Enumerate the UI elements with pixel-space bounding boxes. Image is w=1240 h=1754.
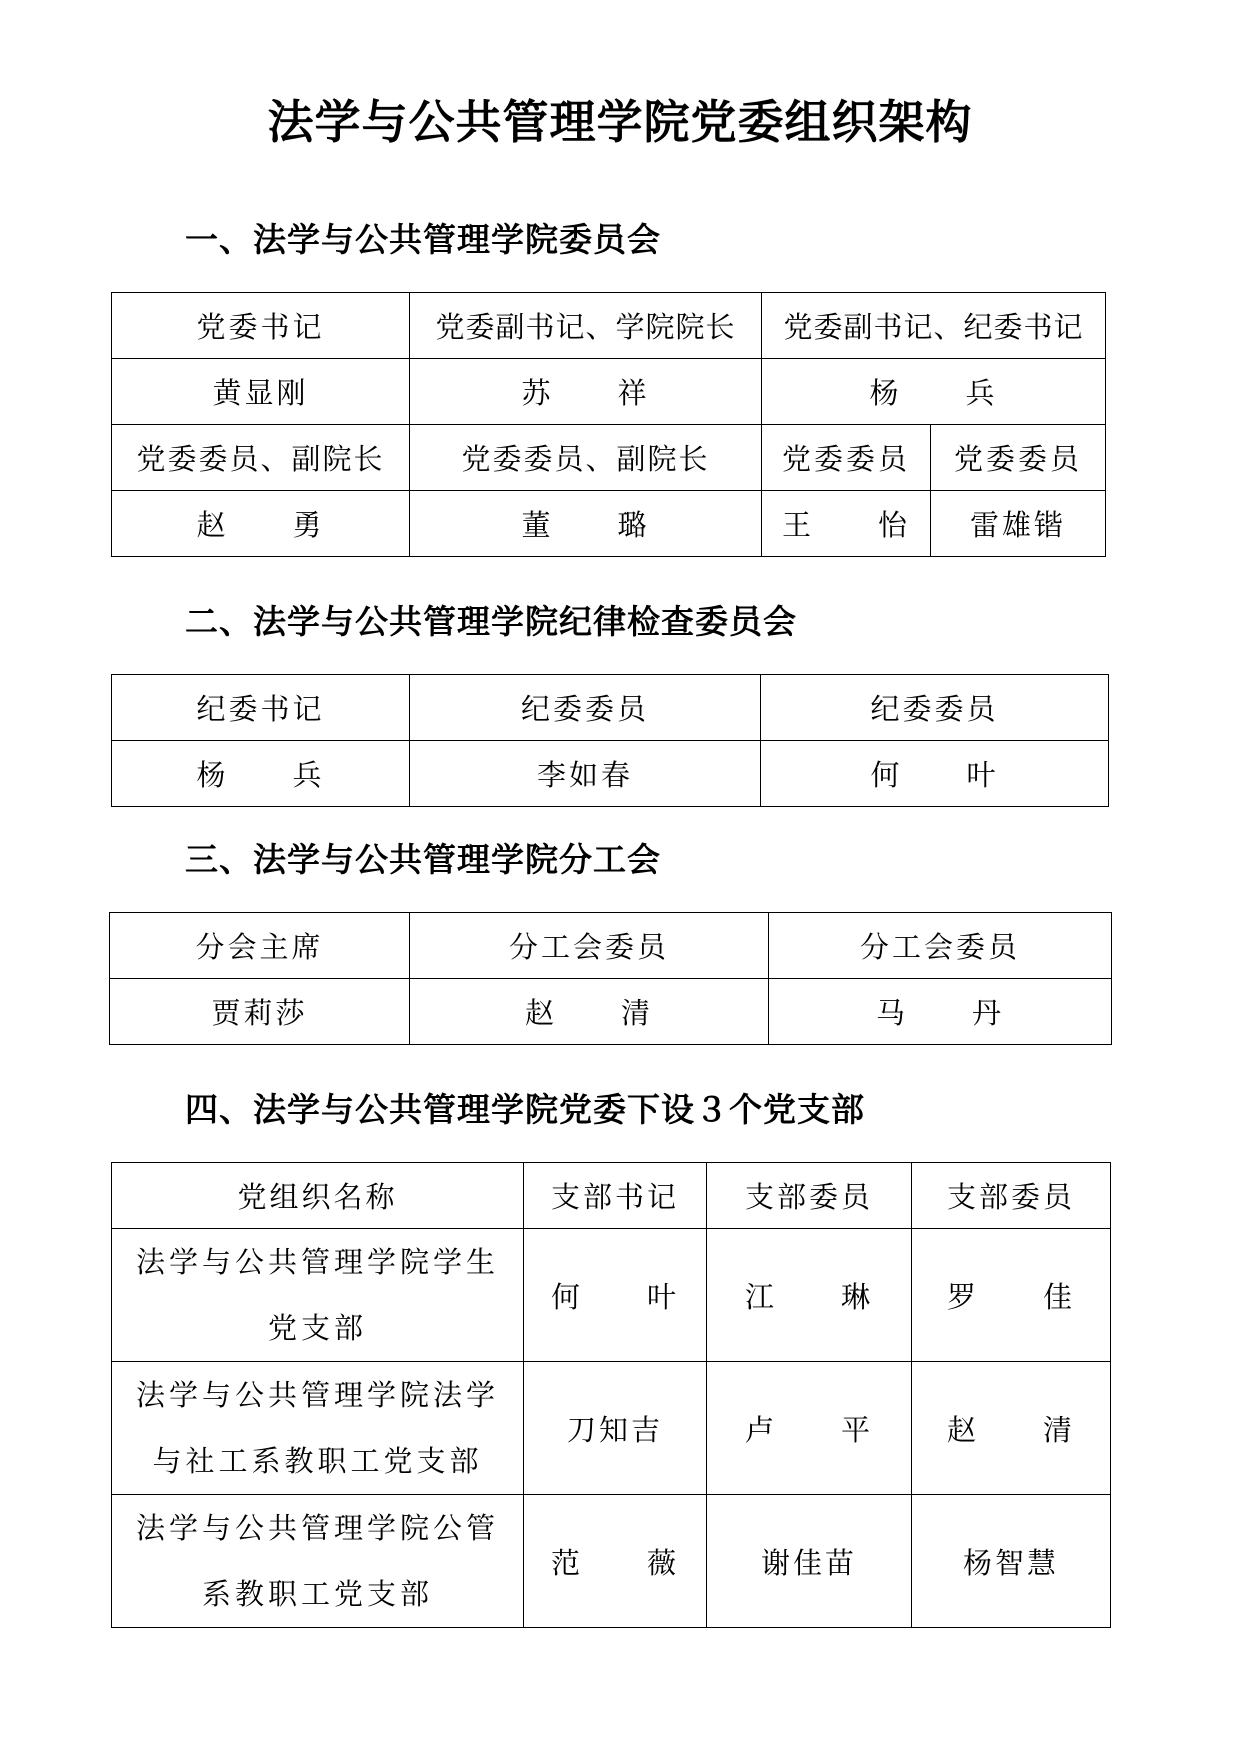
branch-member: 罗 佳 — [912, 1229, 1111, 1362]
table-row — [112, 1362, 1111, 1495]
branch-member: 杨智慧 — [912, 1495, 1111, 1628]
branch-secretary: 范 薇 — [524, 1495, 707, 1628]
table-cell: 苏 祥 — [410, 359, 762, 425]
table-cell: 赵 清 — [410, 979, 769, 1045]
table-row — [112, 359, 1106, 425]
table-cell: 杨 兵 — [112, 741, 410, 807]
table-row — [110, 913, 1112, 979]
section-heading-branches: 四、法学与公共管理学院党委下设３个党支部 — [185, 1090, 865, 1129]
table-cell: 王 怡 — [762, 491, 931, 557]
section-heading-committee: 一、法学与公共管理学院委员会 — [185, 220, 661, 259]
committee-table — [111, 292, 1106, 557]
branch-name: 法学与公共管理学院公管系教职工党支部 — [112, 1495, 524, 1628]
table-cell: 贾莉莎 — [110, 979, 410, 1045]
table-row — [112, 425, 1106, 491]
table-row — [112, 1229, 1111, 1362]
table-cell: 赵 勇 — [112, 491, 410, 557]
branch-member: 赵 清 — [912, 1362, 1111, 1495]
table-cell: 纪委委员 — [410, 675, 761, 741]
branch-name: 法学与公共管理学院学生党支部 — [112, 1229, 524, 1362]
table-row — [110, 979, 1112, 1045]
table-cell: 杨 兵 — [762, 359, 1106, 425]
table-cell: 分工会委员 — [410, 913, 769, 979]
table-cell: 纪委委员 — [761, 675, 1109, 741]
table-header-cell: 支部委员 — [707, 1163, 912, 1229]
table-header-cell: 支部委员 — [912, 1163, 1111, 1229]
branch-member: 谢佳苗 — [707, 1495, 912, 1628]
table-cell: 党委书记 — [112, 293, 410, 359]
table-cell: 党委委员 — [762, 425, 931, 491]
table-cell: 马 丹 — [769, 979, 1112, 1045]
branch-secretary: 刀知吉 — [524, 1362, 707, 1495]
table-row — [112, 675, 1109, 741]
branch-secretary: 何 叶 — [524, 1229, 707, 1362]
table-header-cell: 党组织名称 — [112, 1163, 524, 1229]
table-cell: 李如春 — [410, 741, 761, 807]
table-row — [112, 293, 1106, 359]
table-cell: 党委委员、副院长 — [112, 425, 410, 491]
table-cell: 何 叶 — [761, 741, 1109, 807]
table-cell: 董 璐 — [410, 491, 762, 557]
table-cell: 黄显刚 — [112, 359, 410, 425]
branch-name: 法学与公共管理学院法学与社工系教职工党支部 — [112, 1362, 524, 1495]
table-cell: 雷雄锴 — [931, 491, 1106, 557]
discipline-table — [111, 674, 1109, 807]
table-row — [112, 741, 1109, 807]
table-cell: 党委委员、副院长 — [410, 425, 762, 491]
table-cell: 分工会委员 — [769, 913, 1112, 979]
table-row — [112, 1495, 1111, 1628]
table-cell: 分会主席 — [110, 913, 410, 979]
table-row — [112, 491, 1106, 557]
union-table — [109, 912, 1112, 1045]
table-cell: 纪委书记 — [112, 675, 410, 741]
section-heading-union: 三、法学与公共管理学院分工会 — [185, 840, 661, 879]
section-heading-discipline: 二、法学与公共管理学院纪律检查委员会 — [185, 602, 797, 641]
table-row — [112, 1163, 1111, 1229]
table-cell: 党委副书记、纪委书记 — [762, 293, 1106, 359]
branch-member: 卢 平 — [707, 1362, 912, 1495]
table-cell: 党委副书记、学院院长 — [410, 293, 762, 359]
branches-table — [111, 1162, 1111, 1628]
page-title: 法学与公共管理学院党委组织架构 — [267, 95, 973, 149]
table-cell: 党委委员 — [931, 425, 1106, 491]
branch-member: 江 琳 — [707, 1229, 912, 1362]
table-header-cell: 支部书记 — [524, 1163, 707, 1229]
